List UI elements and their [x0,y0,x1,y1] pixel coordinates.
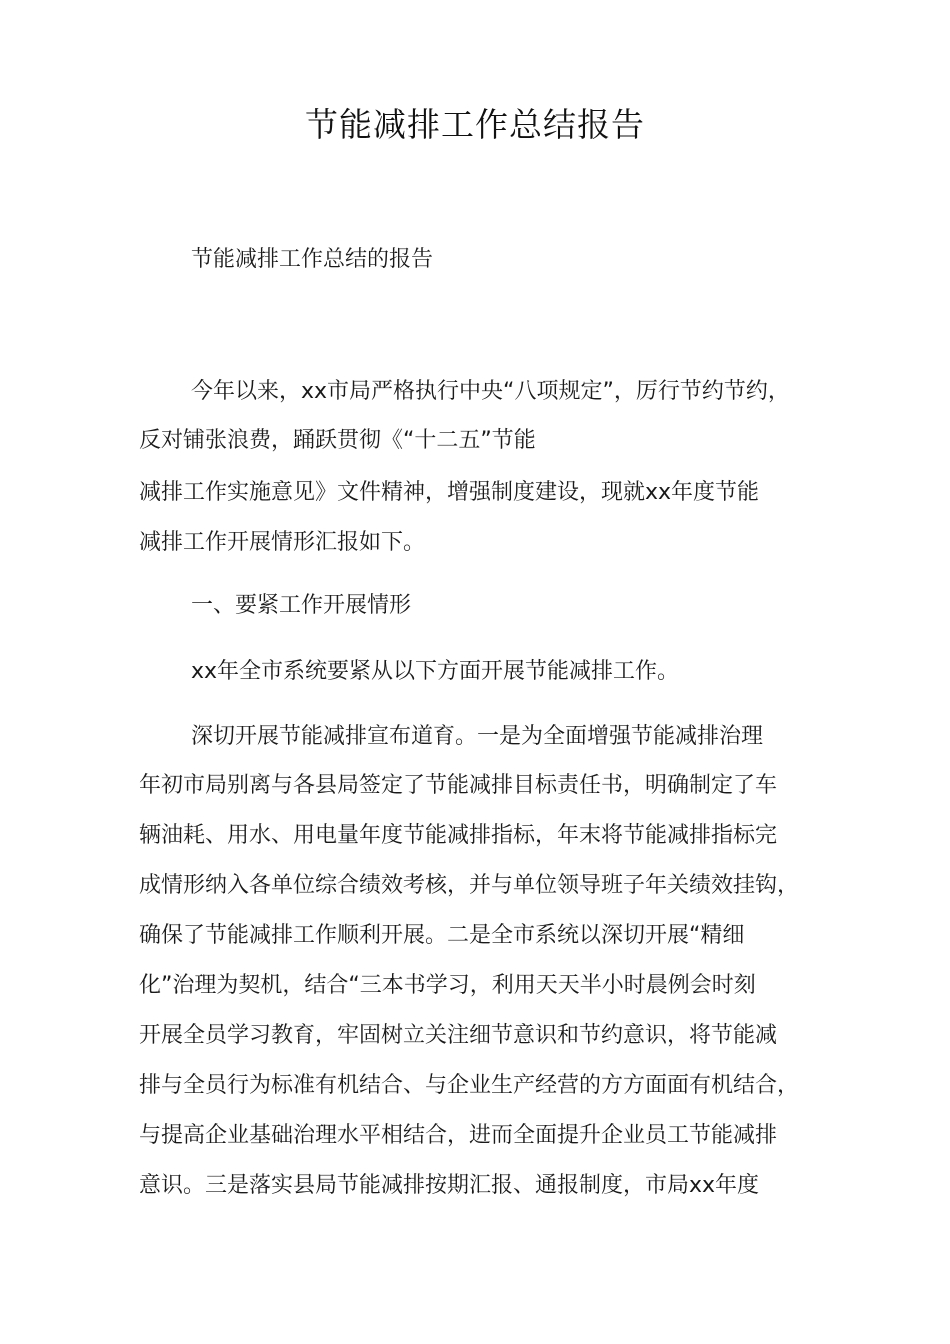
intro-line: 今年以来，xx市局严格执行中央“八项规定”，厉行节约节约， [191,379,790,404]
body-line: 化”治理为契机，结合“三本书学习，利用天天半小时晨例会时刻 [139,973,756,998]
intro-line: 减排工作实施意见》文件精神，增强制度建设，现就xx年度节能 [139,480,760,505]
body-line: 成情形纳入各单位综合绩效考核，并与单位领导班子年关绩效挂钩， [139,873,800,898]
body-line: 开展全员学习教育，牢固树立关注细节意识和节约意识，将节能减 [139,1023,778,1048]
body-line: 年初市局别离与各县局签定了节能减排目标责任书，明确制定了车 [139,773,778,798]
body-line: 意识。三是落实县局节能减排按期汇报、通报制度，市局xx年度 [139,1173,760,1198]
intro-line: 反对铺张浪费，踊跃贯彻《“十二五”节能 [139,428,536,453]
intro-line: 减排工作开展情形汇报如下。 [139,530,426,555]
document-title: 节能减排工作总结报告 [305,105,645,144]
body-line: 与提高企业基础治理水平相结合，进而全面提升企业员工节能减排 [139,1123,778,1148]
section-heading: 一、要紧工作开展情形 [191,593,412,618]
body-line: 确保了节能减排工作顺利开展。二是全市系统以深切开展“精细 [139,923,745,948]
section-lead: xx年全市系统要紧从以下方面开展节能减排工作。 [191,659,680,684]
body-line: 辆油耗、用水、用电量年度节能减排指标，年末将节能减排指标完 [139,823,778,848]
body-line: 深切开展节能减排宣布道育。一是为全面增强节能减排治理 [191,724,764,749]
body-line: 排与全员行为标准有机结合、与企业生产经营的方方面面有机结合， [139,1073,800,1098]
document-subtitle: 节能减排工作总结的报告 [191,247,434,272]
